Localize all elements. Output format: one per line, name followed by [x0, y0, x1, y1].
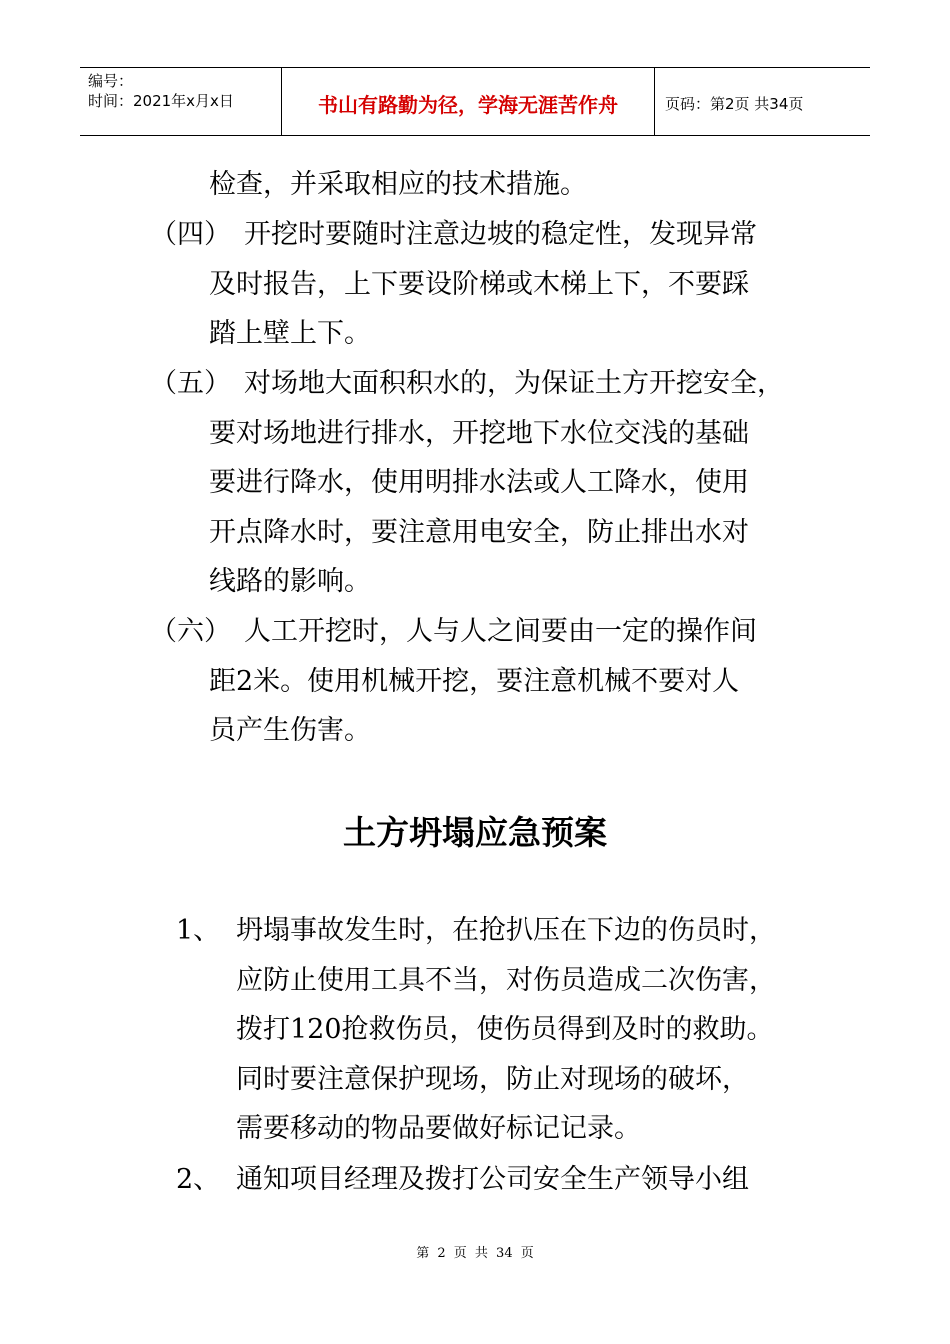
- text-line: 检查，并采取相应的技术措施。: [209, 169, 587, 200]
- item-label-1: 1、: [176, 915, 221, 946]
- text-line: 拨打120抢救伤员，使伤员得到及时的救助。: [236, 1014, 774, 1045]
- item-4: [209, 210, 757, 359]
- text-line: 员产生伤害。: [209, 715, 371, 746]
- text-line: 踏上壁上下。: [209, 318, 371, 349]
- number-label: 编号：: [88, 72, 134, 90]
- text-line: 线路的影响。: [209, 566, 371, 597]
- text-line: 需要移动的物品要做好标记记录。: [236, 1113, 641, 1144]
- section-title: 土方坍塌应急预案: [343, 813, 607, 852]
- item-label-2: 2、: [176, 1164, 221, 1195]
- text-line: 通知项目经理及拨打公司安全生产领导小组: [236, 1164, 749, 1195]
- text-line: 要对场地进行排水，开挖地下水位交浅的基础: [209, 417, 749, 449]
- header-meta: [80, 68, 282, 135]
- text-line: 对场地大面积积水的，为保证土方开挖安全，: [244, 368, 784, 399]
- item-5: [209, 359, 784, 607]
- item-continuation: [209, 160, 587, 210]
- text-line: 应防止使用工具不当，对伤员造成二次伤害，: [236, 964, 776, 996]
- text-line: 及时报告，上下要设阶梯或木梯上下，不要踩: [209, 268, 749, 300]
- header-motto: 书山有路勤为径，学海无涯苦作舟: [282, 68, 655, 135]
- text-line: 要进行降水，使用明排水法或人工降水，使用: [209, 467, 749, 498]
- item-6: [209, 607, 757, 756]
- text-line: 坍塌事故发生时，在抢扒压在下边的伤员时，: [236, 915, 776, 946]
- header-page-info: 页码：第2页 共34页: [665, 95, 804, 113]
- page-footer: 第 2 页 共 34 页: [416, 1246, 534, 1261]
- text-line: 距2米。使用机械开挖，要注意机械不要对人: [209, 665, 740, 697]
- document-header: [80, 67, 870, 136]
- text-line: 开挖时要随时注意边坡的稳定性，发现异常: [244, 219, 757, 250]
- item-2: [236, 1155, 749, 1205]
- item-label-6: （六）: [150, 616, 231, 647]
- text-line: 开点降水时，要注意用电安全，防止排出水对: [209, 516, 749, 548]
- item-1: [236, 906, 776, 1154]
- item-label-5: （五）: [150, 368, 231, 399]
- text-line: 同时要注意保护现场，防止对现场的破坏，: [236, 1063, 749, 1095]
- time-label: 时间：2021年x月x日: [88, 92, 234, 110]
- text-line: 人工开挖时，人与人之间要由一定的操作间: [244, 616, 757, 647]
- item-label-4: （四）: [150, 219, 231, 250]
